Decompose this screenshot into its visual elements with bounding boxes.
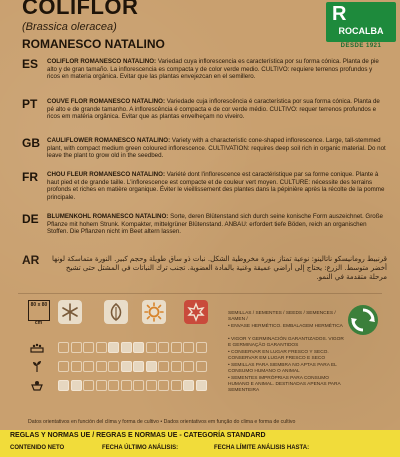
calendar-cell-empty — [133, 380, 144, 391]
footer-rules: REGLAS Y NORMAS UE / REGRAS E NORMAS UE - CATEGORÍA STANDARD — [10, 432, 266, 439]
calendar-row — [58, 378, 210, 392]
legend-line: • SEMENTES IMPRÓPRIAS PARA CONSUMO HUMANO E ANIMAL. DESTINADAS APENAS PARA SEMENTEIRA — [228, 376, 341, 393]
calendar-cell-empty — [71, 361, 82, 372]
calendar-cell-plant — [133, 361, 144, 372]
calendar-cell-empty — [171, 380, 182, 391]
calendar-cell-empty — [71, 342, 82, 353]
calendar-cell-harvest — [183, 380, 194, 391]
brand-name: ROCALBA — [338, 26, 384, 36]
calendar-cell-empty — [83, 342, 94, 353]
calendar-row — [58, 340, 210, 354]
calendar-cell-empty — [58, 361, 69, 372]
green-dot-icon — [348, 305, 378, 335]
calendar-cell-empty — [196, 342, 207, 353]
desc-text: Variety with a characteristic cone-shaped inflorescence. Large, tall-stemmed plant, with compact medium green coloured inflorescence. CULTIVATION: requires deep soil rich in organic material. Do not leave the plant to grow old in the seedbed. — [47, 137, 386, 160]
spacing-box — [28, 300, 50, 321]
description-fr — [47, 171, 387, 201]
calendar-cell-sow — [121, 342, 132, 353]
harvest-icon — [30, 378, 44, 392]
legend-line: • ENVASE HERMÉTICO. EMBALAGEM HERMÉTICA — [228, 324, 343, 329]
description-pt — [47, 98, 387, 121]
lang-code-pt: PT — [22, 97, 38, 111]
description-ar: قرنبيط رومانيسكو ناتالينو: نوعية تمتاز بنورة مخروطية الشكل. نبات ذو ساق طويلة وحجم كبير. النورة متماسكة لونها أخضر متوسط. الزرع: يحتاج إلى أراضي عميقة وغنية بالمادة العضوية. تجنب ترك النباتات في المشتل حتى تشيخ مرحلة متقدمة في النمو. — [51, 255, 387, 281]
lang-code-gb: GB — [22, 136, 40, 150]
transplant-icon — [30, 359, 44, 373]
desc-text: Variété dont l'inflorescence est caractéristique par sa forme conique. Plante à haut pied et de grande taille. L'inflorescence est compacte et de couleur vert moyen. CULTURE: nécessite des terrains profonds et riches en matière organique. Éviter le vieillissement des plantes dans la pépinière après la récolte de la pomme principale. — [47, 171, 385, 201]
calendar-cell-harvest — [58, 380, 69, 391]
lang-code-es: ES — [22, 57, 39, 71]
logo-letter: R — [332, 3, 347, 25]
calendar-cell-empty — [96, 380, 107, 391]
legend-line: • CONSERVAR EN LUGAR FRESCO Y SECO. CONSERVAR EM LUGAR FRESCO E SECO — [228, 350, 329, 361]
calendar-cell-empty — [83, 361, 94, 372]
calendar-cell-plant — [121, 361, 132, 372]
calendar-cell-empty — [196, 361, 207, 372]
disclaimer-note: Datos orientativos en función del clima y forma de cultivo • Dados orientativos em função do clima e forma de cultivo — [28, 419, 296, 425]
calendar-cell-empty — [158, 361, 169, 372]
calendar-cell-empty — [171, 342, 182, 353]
brand-subtitle: DESDE 1921 — [340, 43, 382, 49]
lang-code-ar: AR — [22, 253, 40, 267]
analysis-date-label: FECHA ÚLTIMO ANÁLISIS: — [102, 445, 179, 451]
calendar-cell-empty — [83, 380, 94, 391]
calendar-cell-plant — [146, 361, 157, 372]
leaf-icon — [104, 300, 128, 324]
seed-tray-icon — [30, 340, 44, 354]
variety-name: ROMANESCO NATALINO — [22, 37, 165, 51]
calendar-cell-empty — [183, 342, 194, 353]
legend-heading: SEMILLAS / SEMENTES / SEEDS / SEMENCES / SAMEN / — [228, 311, 336, 322]
legend-line: • VIGOR Y GERMINACIÓN GARANTIZADOS. VIGOR E GERMINAÇÃO GARANTIDOS — [228, 337, 344, 348]
calendar-cell-sow — [108, 342, 119, 353]
calendar-cell-harvest — [196, 380, 207, 391]
calendar-cell-empty — [96, 361, 107, 372]
calendar-cell-empty — [108, 361, 119, 372]
snowflake-icon — [58, 300, 82, 324]
footer-bar — [0, 430, 400, 457]
desc-text: Variedad cuya inflorescencia es característica por su forma cónica. Planta de pie alto y de gran tamaño. La inflorescencia es compacta y de color verde medio. CULTIVO: requiere terrenos profundos y ricos en materia orgánica. Evitar que las plantas envejezcan en el semillero. — [47, 58, 379, 81]
desc-text: Sorte, deren Blütenstand sich durch seine konische Form auszeichnet. Große Pflanze mit hohem Strunk. Kompakter, mittelgrüner Blütenstand. ANBAU: erfordert tiefe Böden, reich an organischen Stoffen. Die Pflanzen nicht im Beet altern lassen. — [47, 213, 383, 236]
description-gb — [47, 137, 387, 160]
desc-name: CAULIFLOWER ROMANESCO NATALINO: — [47, 137, 171, 144]
sell-until-label: FECHA LÍMITE ANÁLISIS HASTA: — [214, 445, 310, 451]
maple-leaf-icon — [184, 300, 208, 324]
calendar-cell-sow — [133, 342, 144, 353]
calendar-cell-empty — [158, 342, 169, 353]
desc-name: COUVE FLOR ROMANESCO NATALINO: — [47, 98, 166, 105]
desc-name: CHOU FLEUR ROMANESCO NATALINO: — [47, 171, 166, 178]
sun-icon — [142, 300, 166, 324]
section-divider — [18, 293, 382, 294]
legend-line: • SEMILLAS PARA SIEMBRA NO APTAS PARA EL CONSUMO HUMANO O ANIMAL — [228, 363, 337, 374]
calendar-cell-empty — [121, 380, 132, 391]
calendar-cell-empty — [146, 342, 157, 353]
calendar-cell-empty — [58, 342, 69, 353]
desc-name: BLUMENKOHL ROMANESCO NATALINO: — [47, 213, 169, 220]
description-de — [47, 213, 387, 236]
calendar-cell-empty — [96, 342, 107, 353]
calendar-row — [58, 359, 210, 373]
calendar-cell-harvest — [71, 380, 82, 391]
product-title: COLIFLOR — [22, 0, 139, 19]
calendar-cell-empty — [183, 361, 194, 372]
lang-code-de: DE — [22, 212, 39, 226]
desc-name: COLIFLOR ROMANESCO NATALINO: — [47, 58, 157, 65]
net-content-label: CONTENIDO NETO — [10, 445, 65, 451]
spacing-unit: cm — [34, 320, 43, 326]
calendar-cell-empty — [158, 380, 169, 391]
brand-logo — [326, 2, 396, 42]
calendar-cell-empty — [171, 361, 182, 372]
latin-name: (Brassica oleracea) — [22, 21, 117, 33]
lang-code-fr: FR — [22, 170, 38, 184]
description-es — [47, 58, 387, 81]
desc-text: Variedade cuja inflorescência é característica por sua forma cónica. Planta de pé alto e de grande tamanho. A inflorescência é compacta e de cor verde médio. CULTIVO: requer terrenos profundos e ricos em matéria orgânica. Evitar que as plantas envelheçam no viveiro. — [47, 98, 380, 121]
calendar-cell-empty — [146, 380, 157, 391]
calendar-cell-empty — [108, 380, 119, 391]
spacing-value: 80 x 80 — [30, 302, 48, 308]
